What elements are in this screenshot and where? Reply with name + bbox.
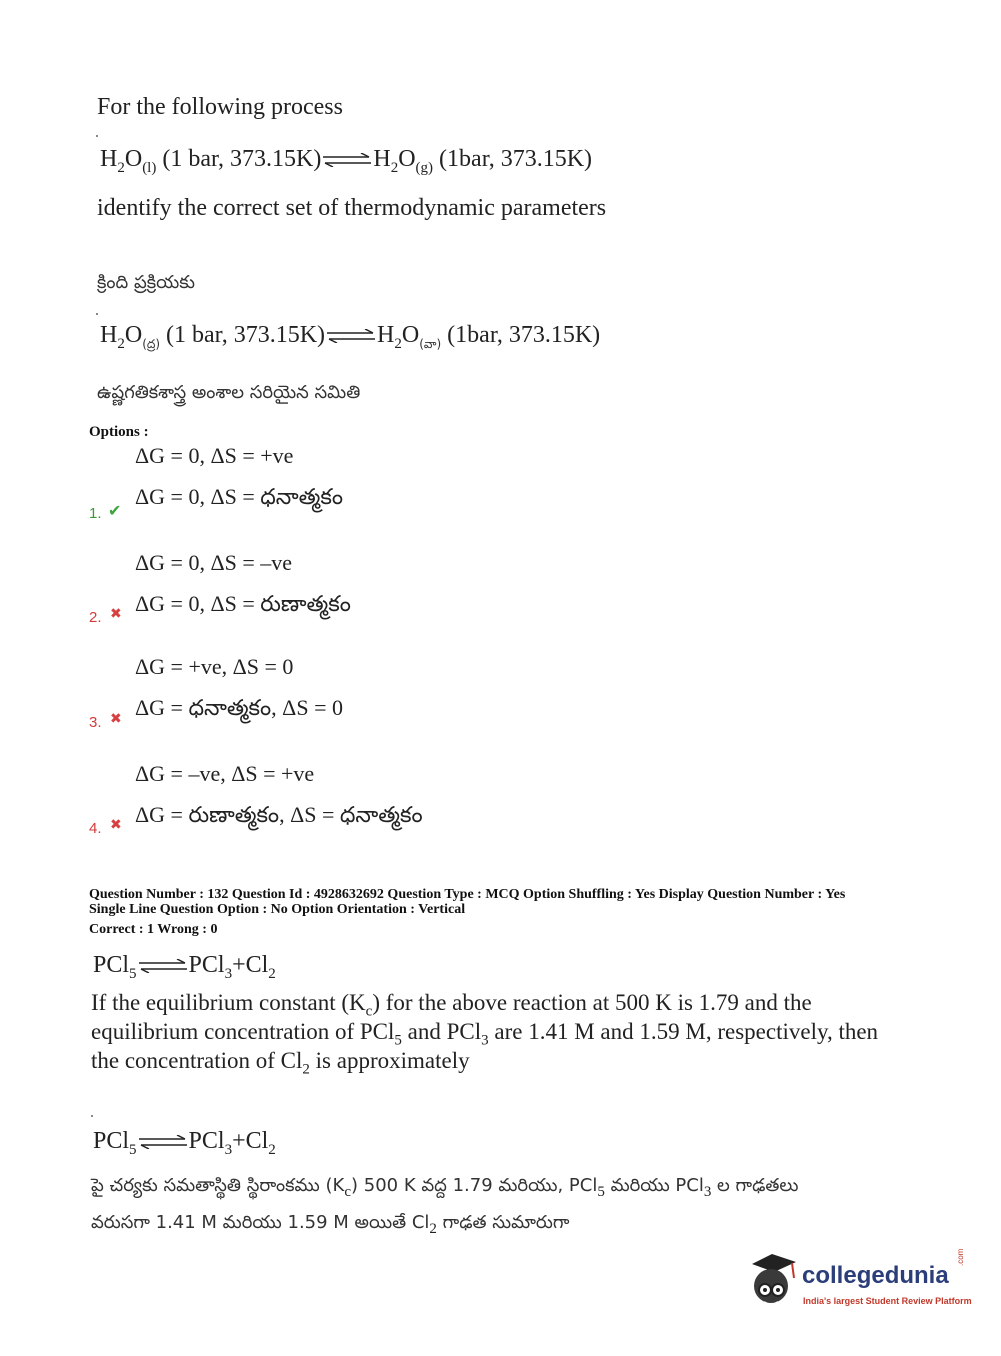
option-3-te: ΔG = ధనాత్మకం, ΔS = 0 xyxy=(135,695,343,720)
q1-intro-en: For the following process xyxy=(97,94,343,120)
option-4-en: ΔG = –ve, ΔS = +ve xyxy=(135,761,315,786)
collegedunia-logo[interactable] xyxy=(742,1248,972,1314)
logo-tagline: India's largest Student Review Platform xyxy=(803,1296,972,1306)
logo-tld: .com xyxy=(956,1248,965,1266)
option-2-number[interactable]: 2. xyxy=(89,609,102,626)
option-2-en: ΔG = 0, ΔS = –ve xyxy=(135,550,292,575)
mascot-icon xyxy=(742,1252,800,1312)
options-label: Options : xyxy=(89,424,149,440)
option-3-number[interactable]: 3. xyxy=(89,714,102,731)
wrong-cross-icon: ✖ xyxy=(110,817,122,833)
question-meta-line3: Correct : 1 Wrong : 0 xyxy=(89,922,218,937)
option-2-te: ΔG = 0, ΔS = రుణాత్మకం xyxy=(135,591,351,616)
option-4-number[interactable]: 4. xyxy=(89,820,102,837)
option-3-en: ΔG = +ve, ΔS = 0 xyxy=(135,654,294,679)
question-meta-line1: Question Number : 132 Question Id : 4928632692 Question Type : MCQ Option Shuffling : Yes Display Question Number : Yes xyxy=(89,887,846,902)
q1-reaction-te: $H_2O_{(ద్ర)}$ (1 bar, 373.15K) $H_2O_{(వా)}$ (1bar, 373.15K) xyxy=(100,322,601,352)
q2-reaction-en: PCl$_5$ $PCl_3+Cl_2$ xyxy=(93,952,276,982)
logo-wordmark: collegedunia xyxy=(802,1262,949,1289)
equilibrium-arrow-icon xyxy=(323,153,371,167)
option-1-number[interactable]: 1. xyxy=(89,505,102,522)
q1-reaction-en: $H_2O_{(l)}$ (1 bar, 373.15K) $H_2O_{(g)}$ (1bar, 373.15K) xyxy=(100,146,593,176)
q1-intro-te: క్రింది ప్రక్రియకు xyxy=(97,272,195,293)
wrong-cross-icon: ✖ xyxy=(110,606,122,622)
q1-prompt-te: ఉష్ణగతికశాస్త్ర అంశాల సరియైన సమితి xyxy=(97,382,361,403)
q1-prompt-en: identify the correct set of thermodynamic parameters xyxy=(97,195,607,221)
equilibrium-arrow-icon xyxy=(139,1135,187,1149)
equilibrium-arrow-icon xyxy=(139,959,187,973)
wrong-cross-icon: ✖ xyxy=(110,711,122,727)
q2-question-te-line2: వరుసగా 1.41 M మరియు 1.59 M అయితే $Cl_2$ గాఢత సుమారుగా xyxy=(91,1212,570,1237)
equilibrium-arrow-icon xyxy=(327,329,375,343)
question-meta-line2: Single Line Question Option : No Option Orientation : Vertical xyxy=(89,902,466,917)
option-1-en: ΔG = 0, ΔS = +ve xyxy=(135,443,294,468)
q2-question-en: If the equilibrium constant $(K_c)$ for the above reaction at 500 K is 1.79 and the equilibrium concentration of PCl$_5$ and PCl$_3$ are 1.41 M and 1.59 M, respectively, then the concentration of $Cl_2$ is approximately xyxy=(91,990,879,1078)
q2-question-te-line1: పై చర్యకు సమతాస్థితి స్థిరాంకము $(K_c)$ 500 K వద్ద 1.79 మరియు, PCl$_5$ మరియు PCl$_3$ ల గాఢతలు xyxy=(91,1175,799,1200)
option-1-te: ΔG = 0, ΔS = ధనాత్మకం xyxy=(135,484,343,509)
q2-reaction-te: PCl$_5$ $PCl_3+Cl_2$ xyxy=(93,1128,276,1158)
correct-check-icon: ✔ xyxy=(108,501,122,520)
option-4-te: ΔG = రుణాత్మకం, ΔS = ధనాత్మకం xyxy=(135,802,423,827)
